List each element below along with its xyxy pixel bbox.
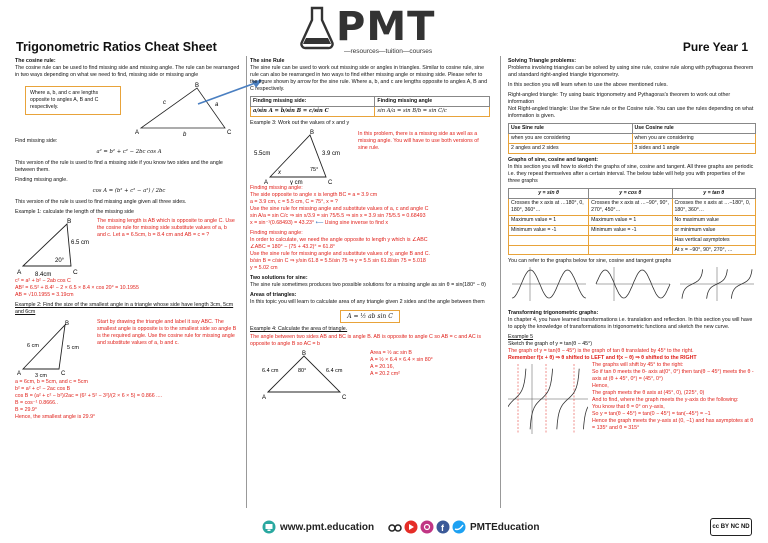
triangle-diagram [15, 319, 95, 379]
facebook-icon[interactable] [436, 520, 450, 534]
worked-line: A = 20.2 cm² [370, 370, 400, 377]
vertex-label: B [67, 218, 72, 226]
worked-line: sin A/a = sin C/c ⇒ sin x/3.9 = sin 75/5.5 ⇒ sin x = 3.9 sin 75/5.5 = 0.68493 [250, 213, 426, 220]
subheading: Finding missing angle. [15, 177, 68, 184]
paragraph: Sketch the graph of y = tan(θ − 45°) [508, 340, 592, 347]
worked-line: Remember f(x + θ) ⇒ θ shifted to LEFT and f(x − θ) ⇒ θ shifted to the RIGHT [508, 354, 697, 361]
vertex-label: C [227, 130, 232, 137]
paragraph: In this section you will how to sketch the graphs of sine, cosine and tangent. All three graphs are periodic i.e. they repeat themselves after a certain interval. The below table will help you with properties of the three graphs [508, 164, 754, 185]
flask-icon [300, 6, 334, 50]
column-sine-rule [250, 58, 490, 508]
column-divider [500, 56, 501, 508]
side-label: 6.4 cm [326, 367, 343, 374]
worked-note: Start by drawing the triangle and label it say ABC. The smallest angle is opposite is to the smallest side so angle B is the required angle. Use the cosine rule for missing angle and substitute values of a, b and c. [97, 318, 237, 346]
youtube-icon[interactable] [404, 520, 418, 534]
table-cell: sin A/a = sin B/b = sin C/c [375, 107, 490, 117]
worked-note: The missing length is AB which is opposite to angle C. Use the cosine rule for missing side substitute values of a, b and c. Let a = 6.5cm, b = 8.4 cm and AB = c = ? [97, 218, 235, 239]
rule-choice-table [508, 123, 756, 154]
svg-text:f: f [441, 523, 444, 533]
paragraph: Problems involving triangles can be solved by using sine rule, cosine rule along with pythagoras theorem and standard right-angled triangle trigonometry. [508, 65, 754, 79]
table-header: y = sin θ [509, 189, 589, 199]
table-header: y = cos θ [589, 189, 672, 199]
worked-line: AB² = 6.5² + 8.4² − 2 × 6.5 × 8.4 × cos 20° = 10.1955 [15, 285, 139, 292]
example1-figure [15, 216, 243, 278]
side-label: 5 cm [67, 344, 79, 351]
sine-rule-table [250, 96, 490, 117]
tangent-graph [680, 267, 754, 301]
example-heading: Example 1: calculate the length of the missing side [15, 209, 134, 216]
example2-figure [15, 317, 243, 379]
side-label: 8.4cm [35, 272, 52, 279]
example-heading: Example 2: Find the size of the smallest angle in a triangle whose side have length 3cm, 5cm and 6cm [15, 302, 234, 316]
logo-text: PMT [336, 4, 436, 50]
website-link[interactable]: www.pmt.education [280, 522, 375, 533]
example-heading: Example 5 [508, 333, 534, 340]
vertex-label: A [17, 269, 22, 277]
angle-label: 20° [55, 258, 65, 265]
trig-graphs [508, 265, 756, 303]
side-label: 6.4 cm [262, 367, 279, 374]
worked-line: A = ½ × 6.4 × 6.4 × sin 80° [370, 356, 433, 363]
table-header: y = tan θ [672, 189, 756, 199]
twitter-icon[interactable] [452, 520, 466, 534]
example-heading: Example 3: Work out the values of x and y [250, 119, 350, 126]
vertex-label: B [65, 320, 70, 327]
triangle-diagram [250, 127, 350, 185]
table-cell: a/sin A = b/sin B = c/sin C [251, 107, 375, 117]
triangle-diagram [15, 216, 95, 278]
table-header: Use Sine rule [509, 124, 633, 134]
example5-figure [508, 362, 756, 436]
table-cell: At x = −90°, 90°, 270°, … [672, 245, 756, 255]
vertex-label: B [310, 130, 315, 136]
side-label: 5.5cm [254, 151, 271, 157]
column-solving-triangles [508, 58, 756, 508]
vertex-label: A [264, 180, 269, 185]
paragraph: This version of the rule is used to find a missing side if you know two sides and the angle between them. [15, 160, 223, 174]
table-cell [509, 245, 589, 255]
creative-commons-badge: cc BY NC ND [710, 518, 752, 536]
logo-subtitle: —resources—tuition—courses [344, 48, 433, 55]
angle-label: x [278, 170, 281, 176]
triangle-diagram [254, 348, 354, 400]
subheading: Find missing side: [15, 138, 58, 145]
side-label: a [215, 102, 219, 109]
worked-note: The angle between two sides AB and BC is angle B. AB is opposite to angle C so AB = c and AC is opposite to angle B so AC = b [250, 333, 481, 347]
worked-line: Use the sine rule for missing angle and substitute values of y, angle B and C. [250, 251, 431, 258]
paragraph: In this topic you will learn to calculate area of any triangle given 2 sides and the angle between them [250, 299, 485, 306]
worked-line: And to find, where the graph meets the y-axis do the following: [592, 396, 739, 403]
instagram-icon[interactable] [420, 520, 434, 534]
paragraph: The cosine rule can be used to find missing side and missing angle. The rule can be rearranged in two ways depending on what we need to find, missing side or missing angle [15, 65, 240, 79]
worked-line: a = 3.9 cm, c = 5.5 cm, C = 75°, x = ? [250, 199, 338, 206]
table-header: Finding missing angle [375, 97, 490, 107]
pmt-logo [300, 4, 470, 54]
paragraph: The sine rule sometimes produces two possible solutions for a missing angle as sin θ = sin(180° − θ) [250, 282, 486, 289]
worked-line: c² = a² + b² − 2ab cos C [15, 278, 71, 285]
worked-line: B = 29.9° [15, 406, 37, 413]
side-label: y cm [290, 180, 303, 185]
table-cell [589, 235, 672, 245]
worked-line: Hence, [592, 382, 609, 389]
table-cell: Maximum value = 1 [589, 215, 672, 225]
worked-line: A = 20.16, [370, 363, 395, 370]
area-formula: A = ½ ab sin C [340, 310, 400, 324]
table-header: Finding missing side: [251, 97, 375, 107]
worked-line: Use the sine rule for missing angle and substitute values of a, c and angle C [250, 206, 429, 213]
table-cell: Has vertical asymptotes [672, 235, 756, 245]
worked-line: So if tan θ meets the θ- axis at(0°, 0°) then tan(θ − 45°) meets the θ - axis at (θ + 45°, 0°) = (45°, 0°) [592, 368, 754, 382]
angle-label: 80° [298, 367, 307, 374]
worked-line: a = 6cm, b = 5cm, and c = 5cm [15, 378, 88, 385]
table-cell: when you are considering [509, 134, 633, 144]
worked-line: b/sin B = c/sin C ⇒ y/sin 61.8 = 5.5/sin 75 ⇒ y = 5.5 sin 61.8/sin 75 = 5.018 [250, 258, 426, 265]
footer [0, 512, 768, 543]
vertex-label: A [135, 130, 140, 137]
vertex-label: B [195, 83, 200, 90]
worked-line: B = cos⁻¹ 0.8666.. [15, 399, 58, 406]
paragraph: In this section you will learn when to use the above mentioned rules. [508, 82, 668, 89]
worked-line: x = sin⁻¹(0.68493) = 43.23° [250, 220, 315, 227]
worked-line: In order to calculate, we need the angle opposite to length y which is ∠ABC [250, 237, 428, 244]
table-cell [509, 235, 589, 245]
worked-line: cos B = (a² + c² − b²)/2ac = (6² + 5² − 3²)/(2 × 6 × 5) = 0.866 .... [15, 392, 163, 399]
table-cell: Crosses the x axis at …−180°, 0, 180°, 360°… [672, 199, 756, 216]
worked-line: ∠ABC = 180° − (75 + 43.2)° = 61.8° [250, 244, 336, 251]
example-heading: Example 4: Calculate the area of triangle. [250, 326, 348, 333]
vertex-label: C [342, 394, 347, 400]
vertex-label: B [302, 350, 307, 357]
worked-line: The graph meets the θ axis at (45°, 0), (225°, 0) [592, 389, 705, 396]
table-cell: No maximum value [672, 215, 756, 225]
worked-line: Finding missing angle: [250, 230, 303, 237]
paragraph: You can refer to the graphs below for sine, cosine and tangent graphs [508, 258, 672, 265]
worked-line: Hence the graph meets the y-axis at (0, −1) and has asymptotes at θ = 135° and θ = 315° [592, 417, 754, 431]
worked-line: AB = √10.1955 = 3.19cm [15, 292, 74, 299]
arrow-left-icon: ⟵ [315, 220, 325, 227]
worked-line: So y = tan(θ − 45°) = tan(0 − 45°) = tan(−45°) = −1 [592, 410, 711, 417]
worked-block [592, 362, 754, 432]
inline-note: Using sine inverse to find x [324, 220, 388, 227]
paragraph: The sine rule can be used to work out missing side or angles in triangles. Similar to cosine rule, sine rule can also be rearranged in two ways to find either missing angle or missing side. Please refer to the figure shown by arrow for the sine rule. Where a, b, and c are lengths opposite to angles A, B and C respectively. [250, 65, 488, 93]
section-heading: Solving Triangle problems: [508, 58, 576, 64]
paragraph: Not Right-angled triangle: Use the Sine rule or the Cosine rule. You can use the rules depending on what information is given. [508, 106, 754, 120]
graph-properties-table [508, 188, 756, 255]
vertex-label: A [17, 370, 22, 377]
computer-icon [262, 520, 276, 534]
example4-figure [250, 348, 490, 400]
table-cell: Minimum value = -1 [509, 225, 589, 235]
social-handle[interactable]: PMTEducation [470, 522, 540, 533]
column-cosine-rule [15, 58, 243, 508]
side-label: b [183, 132, 187, 139]
table-cell: 3 sides and 1 angle [632, 144, 756, 154]
worked-line: The graphs will shift by 45° to the right: [592, 361, 684, 368]
worked-block [370, 350, 486, 378]
table-cell: Minimum value = -1 [589, 225, 672, 235]
equation: cos A = (b² + c² − a²) / 2bc [92, 188, 166, 195]
paragraph: Right-angled triangle: Try using basic trigonometry and Pythagoras's theorem to work out other information [508, 92, 731, 106]
table-cell: or minimum value [672, 225, 756, 235]
section-heading: Transforming trigonometric graphs: [508, 309, 599, 316]
shifted-tangent-graph [508, 364, 588, 434]
cosine-graph [596, 267, 670, 301]
example3-figure [250, 127, 490, 185]
worked-line: y = 5.02 cm [250, 265, 278, 272]
glasses-icon [388, 520, 402, 534]
angle-label: 75° [310, 167, 319, 173]
table-cell: Crosses the x axis at …180°, 0, 180°, 360°… [509, 199, 589, 216]
section-heading: Graphs of sine, cosine and tangent: [508, 156, 599, 163]
worked-line: The graph of y = tan(θ − 45°) is the graph of tan θ translated by 45° to the right. [508, 347, 694, 354]
vertex-label: A [262, 394, 267, 400]
table-cell: Crosses the x axis at …−90°, 90°, 270°, 450°… [589, 199, 672, 216]
worked-line: Hence, the smallest angle is 29.9° [15, 413, 96, 420]
worked-line: Finding missing angle: [250, 185, 303, 191]
section-heading: The sine Rule [250, 58, 285, 64]
table-header: Use Cosine rule [632, 124, 756, 134]
equation: a² = b² + c² − 2bc cos A [96, 149, 162, 156]
vertex-label: C [328, 180, 333, 185]
side-label: 6.5 cm [71, 240, 90, 247]
side-label: c [163, 100, 166, 107]
worked-line: The side opposite to angle x is length BC = a = 3.9 cm [250, 192, 378, 199]
worked-line: b² = a² + c² − 2ac cos B [15, 385, 71, 392]
table-cell: Maximum value = 1 [509, 215, 589, 225]
table-cell [589, 245, 672, 255]
side-label: 6 cm [27, 342, 39, 349]
side-label: 3 cm [35, 372, 47, 379]
worked-note: In this problem, there is a missing side as well as a missing angle. You will have to use both versions of sine rule. [358, 131, 479, 152]
table-cell: 2 angles and 2 sides [509, 144, 633, 154]
section-heading: The cosine rule: [15, 58, 56, 64]
table-cell: when you are considering [632, 134, 756, 144]
area-formula-wrap [250, 310, 490, 324]
level-label: Pure Year 1 [682, 40, 748, 54]
sine-graph [512, 267, 586, 301]
worked-line-with-note [250, 220, 490, 227]
section-heading: Two solutions for sine: [250, 275, 308, 282]
page-title: Trigonometric Ratios Cheat Sheet [16, 40, 217, 54]
section-heading: Areas of triangles: [250, 292, 297, 299]
note-box: Where a, b, and c are lengths opposite to angles A, B and C respectively. [25, 86, 121, 115]
worked-line: Area = ½ ac sin B [370, 349, 412, 356]
column-divider [246, 56, 247, 508]
vertex-label: C [61, 370, 66, 377]
worked-line: You know that θ = 0° on y-axis, [592, 403, 665, 410]
paragraph: In chapter 4, you have learned transformations i.e. translation and reflection. In this section you will have to apply the knowledge of transformations in trigonometric functions and sketch the new curve. [508, 316, 753, 330]
vertex-label: C [73, 269, 78, 277]
paragraph: This version of the rule is used to find missing angle given all three sides. [15, 199, 187, 206]
side-label: 3.9 cm [322, 151, 341, 157]
